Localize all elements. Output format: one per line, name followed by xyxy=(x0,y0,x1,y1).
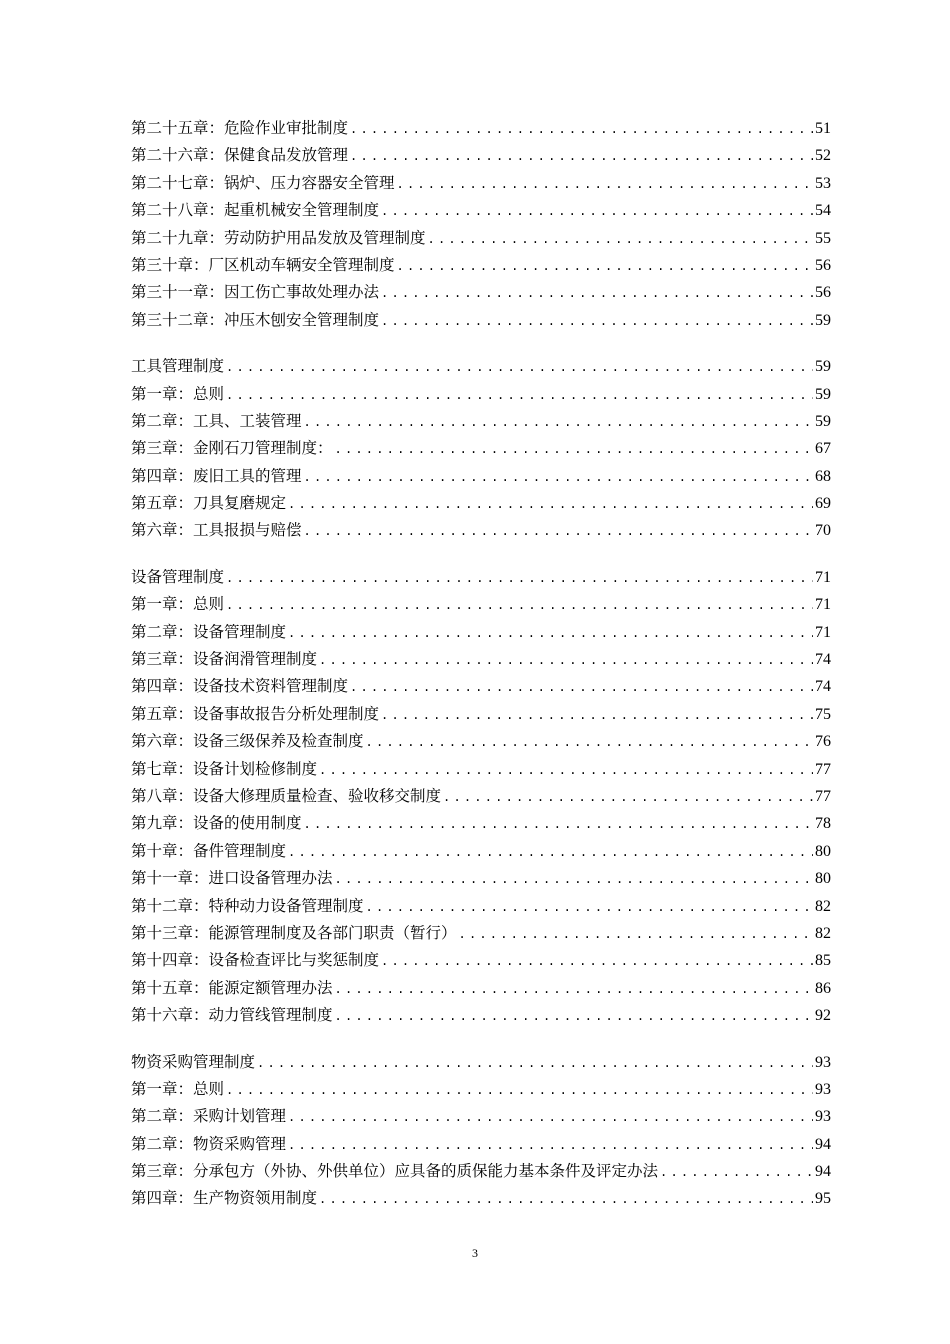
toc-entry-title: 设备管理制度 xyxy=(131,567,225,586)
toc-entry-page: 74 xyxy=(815,678,831,696)
dot-leader xyxy=(255,1050,813,1077)
toc-entry-page: 93 xyxy=(815,1053,831,1071)
toc-entry-title: 第八章：设备大修理质量检查、验收移交制度 xyxy=(131,786,442,805)
dot-leader xyxy=(224,1077,813,1104)
toc-entry[interactable] xyxy=(131,838,831,865)
toc-entry-title: 第十三章：能源管理制度及各部门职责（暂行） xyxy=(131,923,457,942)
toc-entry-title: 第二十六章：保健食品发放管理 xyxy=(131,146,349,165)
toc-section-heading[interactable] xyxy=(131,564,831,591)
dot-leader xyxy=(302,409,813,436)
dot-leader xyxy=(286,491,813,518)
dot-leader xyxy=(426,226,813,253)
toc-entry-page: 68 xyxy=(815,467,831,485)
toc-entry[interactable] xyxy=(131,170,831,197)
dot-leader xyxy=(333,866,813,893)
dot-leader xyxy=(333,436,813,463)
toc-entry-page: 86 xyxy=(815,979,831,997)
toc-entry-title: 第四章：废旧工具的管理 xyxy=(131,466,302,485)
toc-entry[interactable] xyxy=(131,947,831,974)
dot-leader xyxy=(658,1159,813,1186)
dot-leader xyxy=(457,921,813,948)
toc-entry-page: 92 xyxy=(815,1007,831,1025)
toc-section-tools xyxy=(131,353,831,545)
toc-entry-title: 第三章：金刚石刀管理制度： xyxy=(131,439,333,458)
toc-entry-page: 59 xyxy=(815,358,831,376)
toc-entry-page: 56 xyxy=(815,256,831,274)
toc-entry[interactable] xyxy=(131,463,831,490)
page-number: 3 xyxy=(472,1246,478,1260)
dot-leader xyxy=(348,143,813,170)
toc-entry[interactable] xyxy=(131,197,831,224)
toc-entry-title: 第九章：设备的使用制度 xyxy=(131,814,302,833)
toc-entry[interactable] xyxy=(131,728,831,755)
toc-entry-title: 第二章：设备管理制度 xyxy=(131,622,287,641)
toc-entry-page: 70 xyxy=(815,522,831,540)
toc-entry-title: 第十六章：动力管线管理制度 xyxy=(131,1006,333,1025)
toc-entry-title: 第十一章：进口设备管理办法 xyxy=(131,869,333,888)
toc-entry-title: 第三章：分承包方（外协、外供单位）应具备的质保能力基本条件及评定办法 xyxy=(131,1162,659,1181)
dot-leader xyxy=(379,702,813,729)
toc-entry[interactable] xyxy=(131,252,831,279)
toc-entry-page: 51 xyxy=(815,120,831,137)
toc-entry[interactable] xyxy=(131,1076,831,1103)
toc-entry[interactable] xyxy=(131,225,831,252)
toc-entry[interactable] xyxy=(131,591,831,618)
dot-leader xyxy=(441,784,813,811)
dot-leader xyxy=(224,382,813,409)
toc-entry-title: 第七章：设备计划检修制度 xyxy=(131,759,318,778)
toc-entry-page: 52 xyxy=(815,147,831,165)
toc-entry-page: 55 xyxy=(815,229,831,247)
toc-entry[interactable] xyxy=(131,865,831,892)
toc-entry-title: 第二章：工具、工装管理 xyxy=(131,411,302,430)
toc-entry-page: 80 xyxy=(815,842,831,860)
toc-entry-page: 71 xyxy=(815,568,831,586)
dot-leader xyxy=(348,674,813,701)
toc-entry-title: 第二十九章：劳动防护用品发放及管理制度 xyxy=(131,228,426,247)
toc-entry-title: 第二章：物资采购管理 xyxy=(131,1134,287,1153)
toc-section-safety xyxy=(131,115,831,334)
toc-entry[interactable] xyxy=(131,783,831,810)
dot-leader xyxy=(317,757,813,784)
toc-entry[interactable] xyxy=(131,517,831,544)
toc-entry-title: 第六章：工具报损与赔偿 xyxy=(131,521,302,540)
toc-entry-title: 第五章：设备事故报告分析处理制度 xyxy=(131,704,380,723)
toc-entry-page: 77 xyxy=(815,760,831,778)
dot-leader xyxy=(364,894,813,921)
toc-entry-page: 56 xyxy=(815,284,831,302)
table-of-contents xyxy=(131,115,831,1213)
toc-entry-page: 71 xyxy=(815,596,831,614)
toc-entry-page: 82 xyxy=(815,924,831,942)
toc-entry-title: 第三十章：厂区机动车辆安全管理制度 xyxy=(131,255,395,274)
toc-entry[interactable] xyxy=(131,1158,831,1185)
toc-entry[interactable] xyxy=(131,490,831,517)
toc-entry[interactable] xyxy=(131,115,831,142)
dot-leader xyxy=(395,171,813,198)
toc-entry[interactable] xyxy=(131,279,831,306)
toc-entry-title: 第四章：生产物资领用制度 xyxy=(131,1189,318,1208)
dot-leader xyxy=(302,464,813,491)
toc-entry[interactable] xyxy=(131,1131,831,1158)
toc-entry-title: 第二十五章：危险作业审批制度 xyxy=(131,119,349,137)
toc-entry-page: 53 xyxy=(815,174,831,192)
toc-entry-title: 第十二章：特种动力设备管理制度 xyxy=(131,896,364,915)
dot-leader xyxy=(364,729,813,756)
toc-entry[interactable] xyxy=(131,1002,831,1029)
toc-entry-title: 第四章：设备技术资料管理制度 xyxy=(131,677,349,696)
dot-leader xyxy=(379,280,813,307)
dot-leader xyxy=(379,308,813,335)
dot-leader xyxy=(286,620,813,647)
toc-entry[interactable] xyxy=(131,920,831,947)
toc-entry[interactable] xyxy=(131,381,831,408)
dot-leader xyxy=(379,198,813,225)
toc-entry[interactable] xyxy=(131,893,831,920)
toc-entry-title: 第一章：总则 xyxy=(131,1079,225,1098)
toc-entry-page: 94 xyxy=(815,1163,831,1181)
toc-entry-title: 工具管理制度 xyxy=(131,357,225,376)
dot-leader xyxy=(395,253,813,280)
toc-entry[interactable] xyxy=(131,673,831,700)
toc-entry-page: 80 xyxy=(815,870,831,888)
dot-leader xyxy=(286,1104,813,1131)
toc-entry-title: 第十章：备件管理制度 xyxy=(131,841,287,860)
dot-leader xyxy=(286,839,813,866)
toc-entry[interactable] xyxy=(131,701,831,728)
toc-entry-page: 76 xyxy=(815,733,831,751)
toc-entry-title: 第二十七章：锅炉、压力容器安全管理 xyxy=(131,173,395,192)
toc-entry-title: 第三章：设备润滑管理制度 xyxy=(131,650,318,669)
toc-entry[interactable] xyxy=(131,975,831,1002)
toc-entry[interactable] xyxy=(131,142,831,169)
toc-entry-title: 第六章：设备三级保养及检查制度 xyxy=(131,732,364,751)
toc-entry-title: 第二章：采购计划管理 xyxy=(131,1107,287,1126)
toc-entry[interactable] xyxy=(131,435,831,462)
dot-leader xyxy=(224,592,813,619)
dot-leader xyxy=(379,948,813,975)
toc-entry-title: 第十五章：能源定额管理办法 xyxy=(131,978,333,997)
toc-entry[interactable] xyxy=(131,408,831,435)
toc-entry-page: 82 xyxy=(815,897,831,915)
toc-entry-page: 59 xyxy=(815,385,831,403)
toc-entry[interactable] xyxy=(131,1103,831,1130)
dot-leader xyxy=(333,976,813,1003)
toc-entry[interactable] xyxy=(131,646,831,673)
toc-entry-page: 93 xyxy=(815,1108,831,1126)
toc-entry-page: 74 xyxy=(815,651,831,669)
toc-entry[interactable] xyxy=(131,810,831,837)
toc-entry-title: 第三十一章：因工伤亡事故处理办法 xyxy=(131,283,380,302)
toc-entry[interactable] xyxy=(131,619,831,646)
dot-leader xyxy=(317,647,813,674)
toc-entry-page: 93 xyxy=(815,1080,831,1098)
dot-leader xyxy=(224,354,813,381)
toc-entry-page: 71 xyxy=(815,623,831,641)
toc-entry-title: 第五章：刀具复磨规定 xyxy=(131,494,287,513)
dot-leader xyxy=(302,518,813,545)
toc-entry-page: 54 xyxy=(815,202,831,220)
toc-entry-page: 59 xyxy=(815,311,831,329)
toc-entry-title: 第一章：总则 xyxy=(131,384,225,403)
toc-section-equipment xyxy=(131,564,831,1030)
toc-section-procurement xyxy=(131,1049,831,1213)
dot-leader xyxy=(224,565,813,592)
toc-section-heading[interactable] xyxy=(131,1049,831,1076)
toc-entry-page: 85 xyxy=(815,952,831,970)
dot-leader xyxy=(286,1132,813,1159)
dot-leader xyxy=(302,811,813,838)
toc-entry-page: 69 xyxy=(815,495,831,513)
toc-entry-page: 94 xyxy=(815,1135,831,1153)
toc-entry-page: 75 xyxy=(815,705,831,723)
toc-entry-title: 第三十二章：冲压木刨安全管理制度 xyxy=(131,310,380,329)
toc-entry-page: 59 xyxy=(815,412,831,430)
toc-entry[interactable] xyxy=(131,307,831,334)
toc-entry-page: 95 xyxy=(815,1190,831,1208)
toc-entry[interactable] xyxy=(131,1185,831,1212)
toc-section-heading[interactable] xyxy=(131,353,831,380)
toc-entry-page: 77 xyxy=(815,787,831,805)
toc-entry-page: 67 xyxy=(815,440,831,458)
dot-leader xyxy=(333,1003,813,1030)
toc-entry-title: 第十四章：设备检查评比与奖惩制度 xyxy=(131,951,380,970)
toc-entry-page: 78 xyxy=(815,815,831,833)
toc-entry-title: 物资采购管理制度 xyxy=(131,1052,256,1071)
toc-entry[interactable] xyxy=(131,756,831,783)
dot-leader xyxy=(348,116,813,143)
dot-leader xyxy=(317,1186,813,1213)
toc-entry-title: 第二十八章：起重机械安全管理制度 xyxy=(131,201,380,220)
toc-entry-title: 第一章：总则 xyxy=(131,595,225,614)
